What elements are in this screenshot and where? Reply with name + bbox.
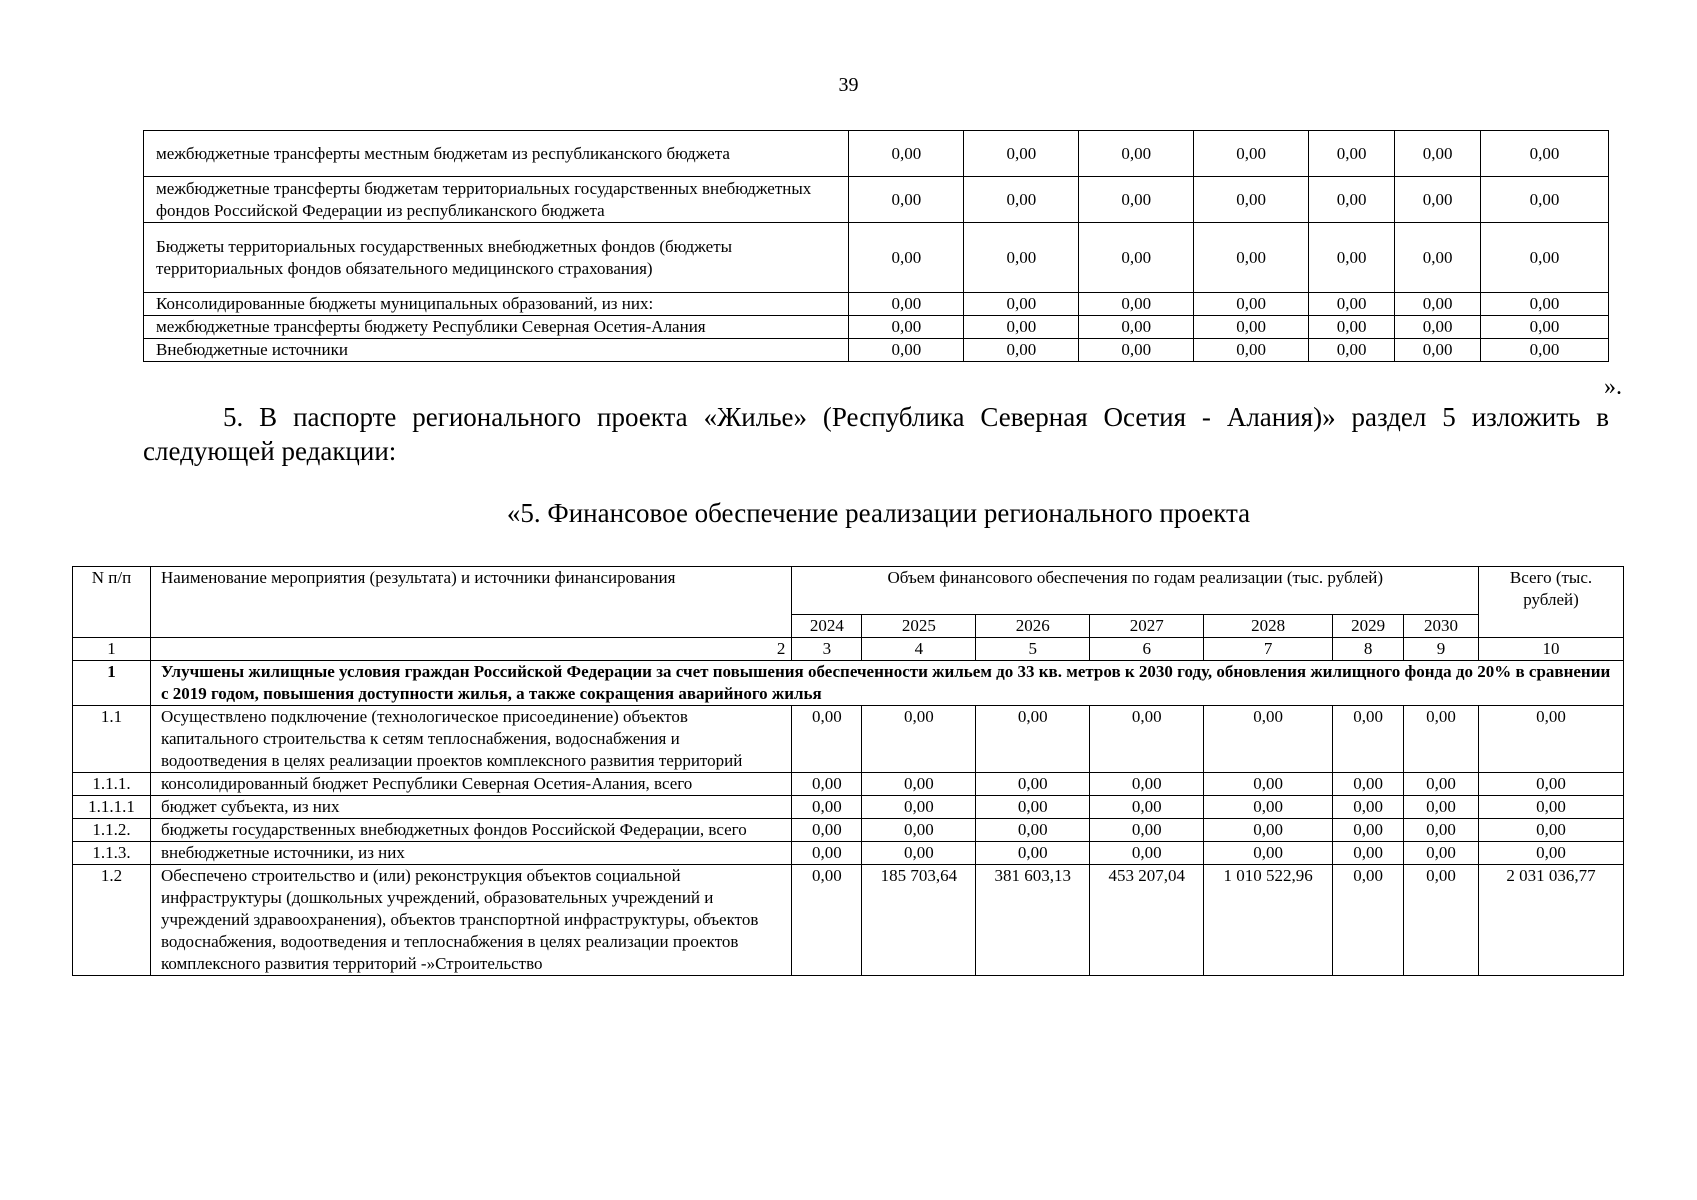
cell-value: 185 703,64 <box>862 865 976 976</box>
year-cell: 2026 <box>976 615 1090 638</box>
cell-total: 2 031 036,77 <box>1479 865 1624 976</box>
table-row <box>144 223 1609 293</box>
cell-value: 0,00 <box>1204 819 1333 842</box>
header-name: Наименование мероприятия (результата) и источники финансирования <box>150 567 791 638</box>
table-row <box>144 316 1609 339</box>
goal-num: 1 <box>73 661 151 706</box>
col-number: 9 <box>1404 638 1479 661</box>
cell-value: 0,00 <box>1481 223 1609 293</box>
table-row <box>144 339 1609 362</box>
cell-value: 0,00 <box>1079 177 1194 223</box>
cell-value: 0,00 <box>849 131 964 177</box>
row-name: внебюджетные источники, из них <box>150 842 791 865</box>
cell-value: 0,00 <box>1079 223 1194 293</box>
col-number: 8 <box>1333 638 1404 661</box>
cell-value: 0,00 <box>1204 842 1333 865</box>
row-label: межбюджетные трансферты бюджету Республики Северная Осетия-Алания <box>144 316 849 339</box>
cell-value: 0,00 <box>964 131 1079 177</box>
cell-value: 0,00 <box>1333 819 1404 842</box>
row-label: Внебюджетные источники <box>144 339 849 362</box>
cell-value: 453 207,04 <box>1090 865 1204 976</box>
cell-value: 0,00 <box>1404 819 1479 842</box>
row-num: 1.1.3. <box>73 842 151 865</box>
cell-value: 0,00 <box>792 819 862 842</box>
cell-value: 0,00 <box>792 842 862 865</box>
table-row <box>144 293 1609 316</box>
cell-value: 0,00 <box>1481 316 1609 339</box>
row-num: 1.1.1.1 <box>73 796 151 819</box>
cell-value: 0,00 <box>792 796 862 819</box>
row-num: 1.1.2. <box>73 819 151 842</box>
cell-value: 0,00 <box>862 706 976 773</box>
cell-value: 1 010 522,96 <box>1204 865 1333 976</box>
col-number: 3 <box>792 638 862 661</box>
cell-value: 0,00 <box>1395 131 1481 177</box>
row-name: бюджеты государственных внебюджетных фондов Российской Федерации, всего <box>150 819 791 842</box>
cell-value: 0,00 <box>1194 293 1309 316</box>
column-number-row <box>73 638 1624 661</box>
cell-total: 0,00 <box>1479 706 1624 773</box>
cell-value: 0,00 <box>1090 796 1204 819</box>
cell-value: 0,00 <box>1309 177 1395 223</box>
cell-value: 0,00 <box>976 706 1090 773</box>
header-volume: Объем финансового обеспечения по годам реализации (тыс. рублей) <box>792 567 1479 615</box>
cell-value: 0,00 <box>862 842 976 865</box>
cell-value: 0,00 <box>862 796 976 819</box>
cell-value: 0,00 <box>1333 865 1404 976</box>
row-label: Бюджеты территориальных государственных внебюджетных фондов (бюджеты территориальных фондов обязательного медицинского страхования) <box>144 223 849 293</box>
cell-value: 0,00 <box>1395 293 1481 316</box>
cell-value: 0,00 <box>1079 131 1194 177</box>
cell-value: 0,00 <box>964 177 1079 223</box>
cell-value: 0,00 <box>849 223 964 293</box>
cell-value: 0,00 <box>1309 223 1395 293</box>
table-row <box>73 796 1624 819</box>
cell-value: 0,00 <box>1194 131 1309 177</box>
closing-quote: ». <box>1604 374 1622 400</box>
cell-value: 0,00 <box>1079 293 1194 316</box>
col-number: 6 <box>1090 638 1204 661</box>
cell-value: 0,00 <box>1090 706 1204 773</box>
cell-value: 0,00 <box>1333 842 1404 865</box>
cell-value: 0,00 <box>1404 773 1479 796</box>
year-cell: 2025 <box>862 615 976 638</box>
cell-value: 0,00 <box>1204 773 1333 796</box>
cell-value: 0,00 <box>849 339 964 362</box>
cell-value: 0,00 <box>1481 293 1609 316</box>
row-num: 1.1 <box>73 706 151 773</box>
row-label: межбюджетные трансферты местным бюджетам из республиканского бюджета <box>144 131 849 177</box>
cell-total: 0,00 <box>1479 796 1624 819</box>
cell-value: 0,00 <box>1333 773 1404 796</box>
cell-value: 0,00 <box>1090 842 1204 865</box>
col-number: 7 <box>1204 638 1333 661</box>
cell-value: 0,00 <box>1309 316 1395 339</box>
finance-table <box>72 566 1624 976</box>
cell-value: 0,00 <box>849 177 964 223</box>
cell-value: 381 603,13 <box>976 865 1090 976</box>
cell-value: 0,00 <box>1395 223 1481 293</box>
cell-value: 0,00 <box>964 316 1079 339</box>
cell-value: 0,00 <box>976 819 1090 842</box>
cell-value: 0,00 <box>976 842 1090 865</box>
table-row <box>73 842 1624 865</box>
goal-text: Улучшены жилищные условия граждан Российской Федерации за счет повышения обеспеченности жильем до 33 кв. метров к 2030 году, обновления жилищного фонда до 20% в сравнении с 2019 годом, повышения доступности жилья, а также сокращения аварийного жилья <box>150 661 1623 706</box>
cell-value: 0,00 <box>792 773 862 796</box>
cell-total: 0,00 <box>1479 773 1624 796</box>
header-total: Всего (тыс. рублей) <box>1479 567 1624 638</box>
cell-value: 0,00 <box>976 796 1090 819</box>
cell-value: 0,00 <box>792 865 862 976</box>
cell-value: 0,00 <box>1404 706 1479 773</box>
page-number: 39 <box>838 74 859 96</box>
cell-value: 0,00 <box>1404 865 1479 976</box>
col-number: 4 <box>862 638 976 661</box>
year-cell: 2028 <box>1204 615 1333 638</box>
cell-value: 0,00 <box>1309 339 1395 362</box>
cell-value: 0,00 <box>1079 339 1194 362</box>
table-row <box>73 773 1624 796</box>
section-title: «5. Финансовое обеспечение реализации регионального проекта <box>506 498 1251 528</box>
row-name: бюджет субъекта, из них <box>150 796 791 819</box>
year-cell: 2027 <box>1090 615 1204 638</box>
col-number: 2 <box>150 638 791 661</box>
col-number: 5 <box>976 638 1090 661</box>
cell-value: 0,00 <box>849 293 964 316</box>
cell-value: 0,00 <box>1079 316 1194 339</box>
year-cell: 2024 <box>792 615 862 638</box>
cell-value: 0,00 <box>1395 316 1481 339</box>
table-row <box>144 177 1609 223</box>
cell-total: 0,00 <box>1479 842 1624 865</box>
goal-row <box>73 661 1624 706</box>
cell-value: 0,00 <box>792 706 862 773</box>
cell-value: 0,00 <box>1204 796 1333 819</box>
cell-value: 0,00 <box>1481 177 1609 223</box>
header-num: N п/п <box>73 567 151 638</box>
cell-value: 0,00 <box>1481 131 1609 177</box>
cell-value: 0,00 <box>1404 842 1479 865</box>
row-name: консолидированный бюджет Республики Северная Осетия-Алания, всего <box>150 773 791 796</box>
cell-value: 0,00 <box>1309 131 1395 177</box>
cell-value: 0,00 <box>1090 819 1204 842</box>
cell-value: 0,00 <box>862 773 976 796</box>
cell-value: 0,00 <box>1395 177 1481 223</box>
cell-value: 0,00 <box>1309 293 1395 316</box>
top-funding-table <box>143 130 1609 362</box>
cell-value: 0,00 <box>1194 339 1309 362</box>
row-label: Консолидированные бюджеты муниципальных образований, из них: <box>144 293 849 316</box>
table-row <box>73 819 1624 842</box>
table-row <box>73 865 1624 976</box>
cell-value: 0,00 <box>849 316 964 339</box>
table-row <box>73 706 1624 773</box>
cell-value: 0,00 <box>964 339 1079 362</box>
cell-value: 0,00 <box>976 773 1090 796</box>
paragraph-text: 5. В паспорте регионального проекта «Жилье» (Республика Северная Осетия - Алания)» раздел 5 изложить в следующей редакции: <box>143 402 1609 466</box>
cell-value: 0,00 <box>1194 316 1309 339</box>
row-name: Обеспечено строительство и (или) реконструкция объектов социальной инфраструктуры (дошкольных учреждений, образовательных учреждений и учреждений здравоохранения), объектов транспортной инфраструктуры, объектов водоснабжения, водоотведения и теплоснабжения в целях реализации проектов комплексного развития территорий -»Строительство <box>150 865 791 976</box>
cell-value: 0,00 <box>964 223 1079 293</box>
cell-value: 0,00 <box>1333 706 1404 773</box>
col-number: 1 <box>73 638 151 661</box>
cell-value: 0,00 <box>1090 773 1204 796</box>
cell-value: 0,00 <box>1194 177 1309 223</box>
row-num: 1.1.1. <box>73 773 151 796</box>
header-row <box>73 567 1624 615</box>
cell-value: 0,00 <box>1395 339 1481 362</box>
cell-value: 0,00 <box>964 293 1079 316</box>
row-name: Осуществлено подключение (технологическое присоединение) объектов капитального строительства к сетям теплоснабжения, водоснабжения и водоотведения в целях реализации проектов комплексного развития территорий <box>150 706 791 773</box>
cell-value: 0,00 <box>1481 339 1609 362</box>
row-label: межбюджетные трансферты бюджетам территориальных государственных внебюджетных фондов Российской Федерации из республиканского бюджета <box>144 177 849 223</box>
cell-value: 0,00 <box>862 819 976 842</box>
table-row <box>144 131 1609 177</box>
cell-value: 0,00 <box>1204 706 1333 773</box>
cell-value: 0,00 <box>1333 796 1404 819</box>
amendment-paragraph <box>143 400 1609 468</box>
year-cell: 2030 <box>1404 615 1479 638</box>
col-number: 10 <box>1479 638 1624 661</box>
year-cell: 2029 <box>1333 615 1404 638</box>
row-num: 1.2 <box>73 865 151 976</box>
cell-value: 0,00 <box>1194 223 1309 293</box>
cell-value: 0,00 <box>1404 796 1479 819</box>
cell-total: 0,00 <box>1479 819 1624 842</box>
